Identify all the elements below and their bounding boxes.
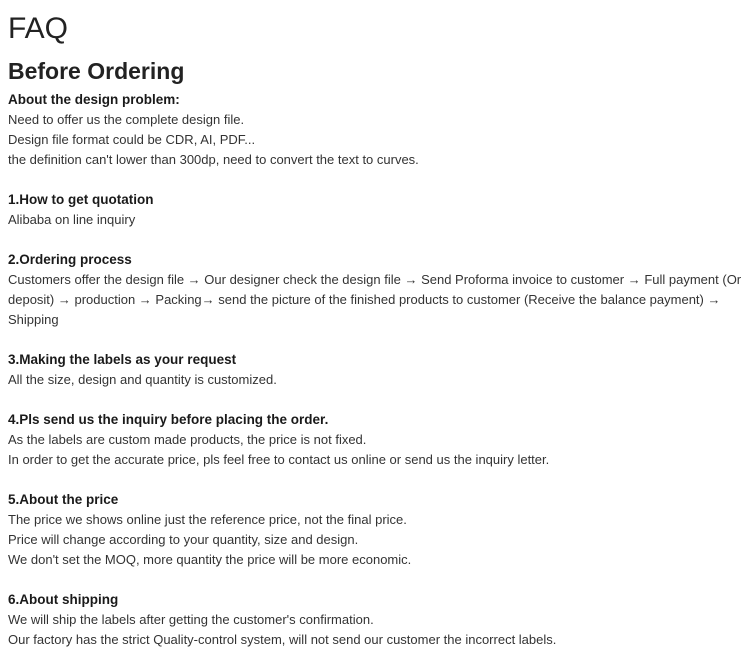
- faq-heading: About the design problem:: [8, 92, 180, 107]
- faq-line: We will ship the labels after getting the customer's confirmation.: [8, 612, 374, 627]
- faq-heading: 4.Pls send us the inquiry before placing the order.: [8, 412, 329, 427]
- faq-line: the definition can't lower than 300dp, need to convert the text to curves.: [8, 152, 419, 167]
- faq-heading: 1.How to get quotation: [8, 192, 154, 207]
- faq-line: Need to offer us the complete design file.: [8, 112, 245, 127]
- faq-block-price: [8, 490, 742, 570]
- page-title: FAQ: [8, 12, 69, 45]
- faq-heading: 3.Making the labels as your request: [8, 352, 237, 367]
- faq-line: Our factory has the strict Quality-control system, will not send our customer the incorrect labels.: [8, 632, 557, 647]
- faq-block-shipping: [8, 590, 742, 650]
- faq-line: As the labels are custom made products, the price is not fixed.: [8, 432, 367, 447]
- faq-block-ordering-process: [8, 250, 742, 330]
- faq-heading: 5.About the price: [8, 492, 119, 507]
- faq-block-design: [8, 90, 742, 170]
- section-title: Before Ordering: [8, 58, 185, 84]
- faq-line: The price we shows online just the reference price, not the final price.: [8, 512, 407, 527]
- faq-block-quotation: [8, 190, 742, 230]
- faq-heading: 6.About shipping: [8, 592, 119, 607]
- faq-line: All the size, design and quantity is customized.: [8, 372, 277, 387]
- faq-line: Price will change according to your quantity, size and design.: [8, 532, 359, 547]
- faq-block-inquiry: [8, 410, 742, 470]
- faq-line: Design file format could be CDR, AI, PDF...: [8, 132, 256, 147]
- faq-block-labels-request: [8, 350, 742, 390]
- faq-line: We don't set the MOQ, more quantity the price will be more economic.: [8, 552, 412, 567]
- faq-line: Customers offer the design file → Our designer check the design file → Send Proforma invoice to customer → Full payment (Or deposit) → production → Packing→ send the picture of the finished products to customer (Receive the balance payment) → Shipping: [8, 272, 742, 327]
- faq-heading: 2.Ordering process: [8, 252, 132, 267]
- faq-line: In order to get the accurate price, pls feel free to contact us online or send us the inquiry letter.: [8, 452, 550, 467]
- faq-line: Alibaba on line inquiry: [8, 212, 136, 227]
